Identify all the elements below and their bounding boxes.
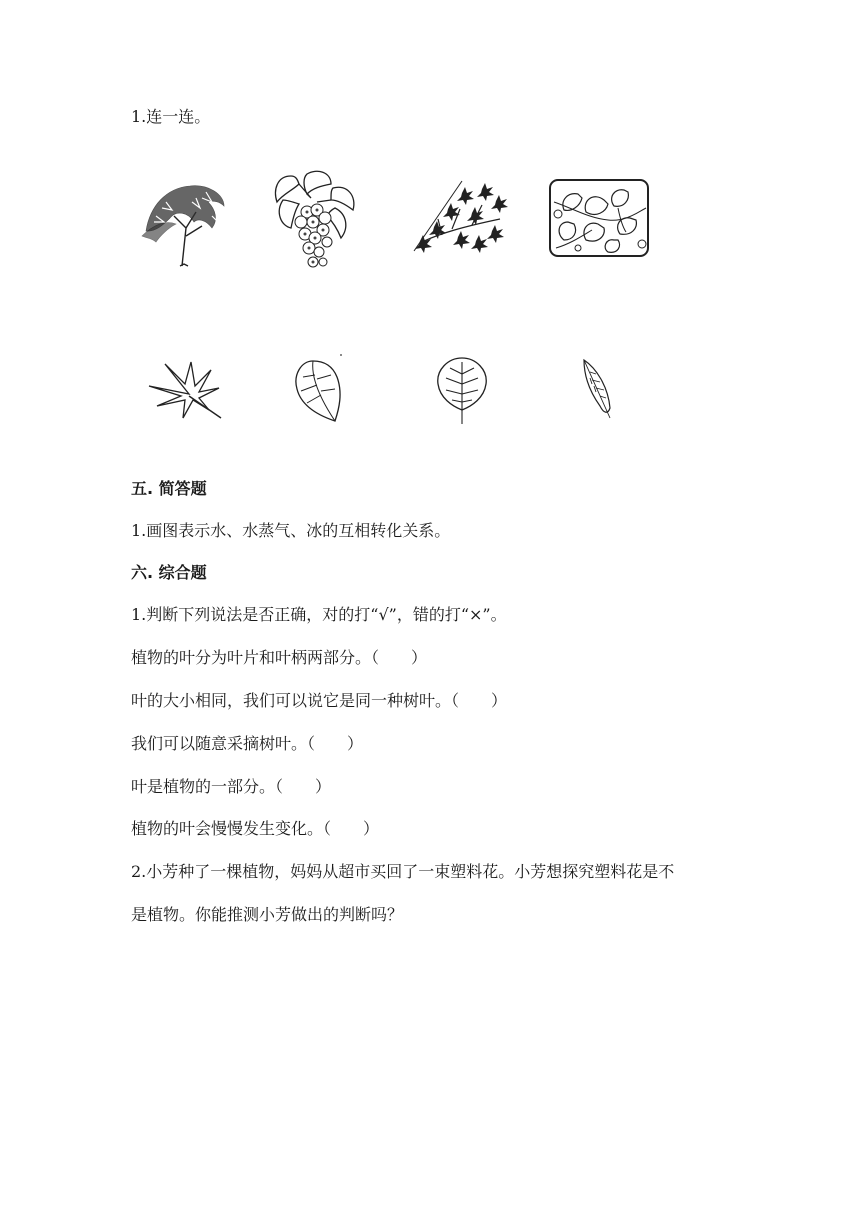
- statement-5: 植物的叶会慢慢发生变化。（ ）: [131, 819, 380, 838]
- section-5-title: 五. 简答题: [131, 479, 207, 498]
- section-6-question-2-line-1: 2.小芳种了一棵植物，妈妈从超市买回了一束塑料花。小芳想探究塑料花是不: [131, 862, 675, 881]
- statement-1: 植物的叶分为叶片和叶柄两部分。（ ）: [131, 648, 428, 667]
- section-5-question-1: 1.画图表示水、水蒸气、冰的互相转化关系。: [131, 521, 451, 540]
- heart-leaf-icon: [293, 353, 355, 425]
- statement-2: 叶的大小相同，我们可以说它是同一种树叶。（ ）: [131, 691, 508, 710]
- willow-leaf-icon: [578, 356, 618, 422]
- willow-tree-icon: [136, 176, 228, 268]
- section-6-question-1: 1.判断下列说法是否正确，对的打“√”，错的打“×”。: [131, 605, 507, 624]
- statement-4: 叶是植物的一部分。（ ）: [131, 777, 332, 796]
- round-leaf-icon: [434, 354, 490, 426]
- match-question: 1.连一连。: [131, 107, 211, 126]
- section-6-question-2-line-2: 是植物。你能推测小芳做出的判断吗？: [131, 905, 404, 924]
- maple-branch-icon: [412, 179, 508, 255]
- maple-leaf-icon: [145, 360, 225, 424]
- morning-glory-vine-icon: [548, 178, 650, 258]
- section-6-title: 六. 综合题: [131, 563, 207, 582]
- statement-3: 我们可以随意采摘树叶。（ ）: [131, 734, 364, 753]
- lilac-branch-icon: [271, 168, 357, 272]
